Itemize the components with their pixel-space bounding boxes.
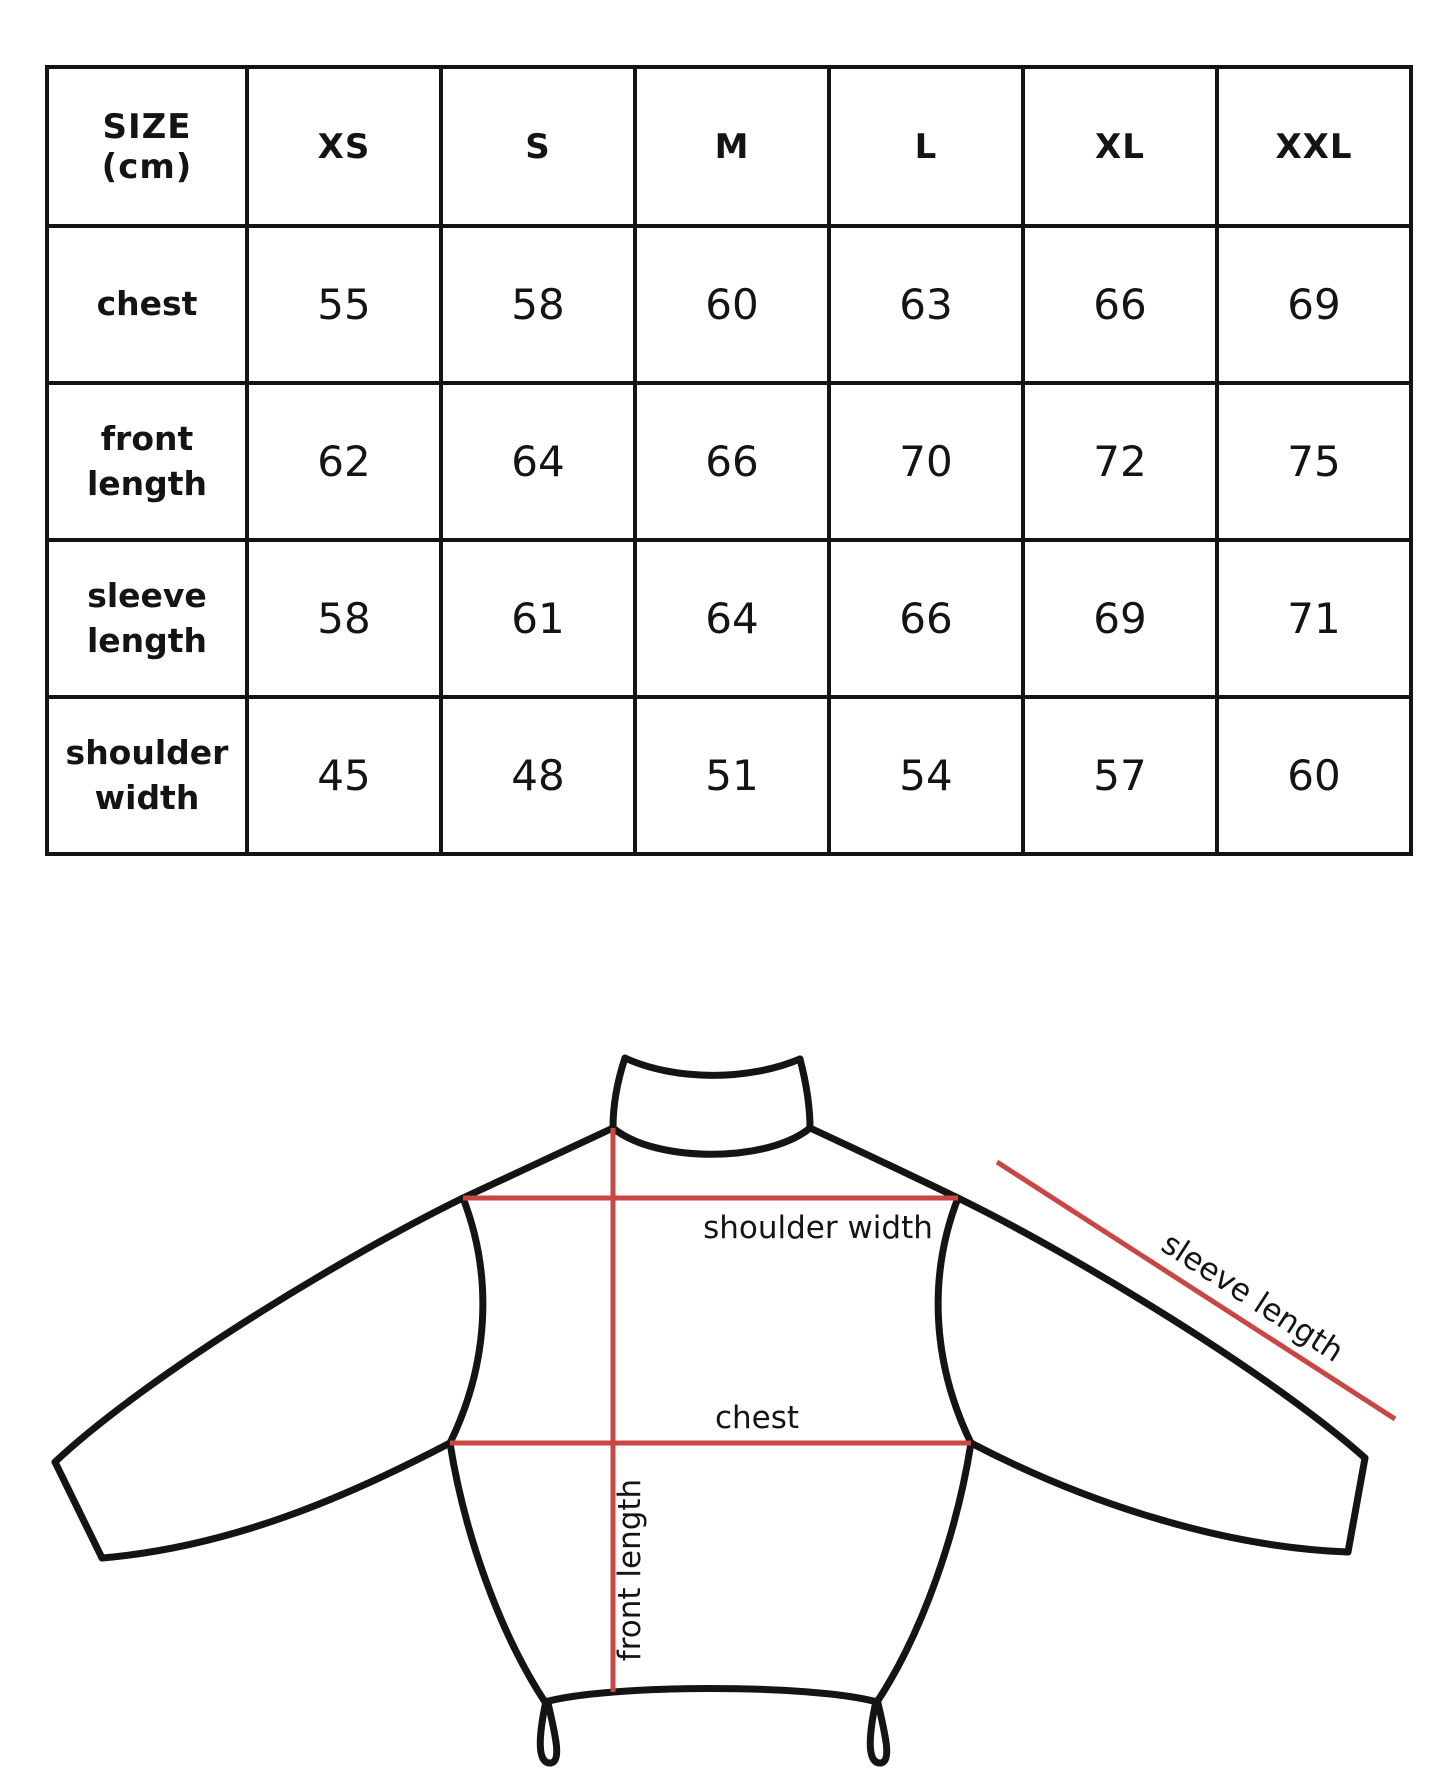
left-body-side	[450, 1443, 545, 1702]
left-shoulder-sleeve-top	[55, 1128, 613, 1462]
value-cell: 58	[247, 540, 441, 697]
value-cell: 60	[1217, 697, 1411, 854]
value-cell: 51	[635, 697, 829, 854]
value-cell: 62	[247, 383, 441, 540]
collar-top-edge	[625, 1058, 800, 1075]
right-sleeve-underedge	[971, 1443, 1348, 1552]
chest-label: chest	[714, 1400, 800, 1436]
left-drawstring-loop	[540, 1701, 556, 1763]
sleeve-length-label: sleeve length	[1155, 1225, 1350, 1370]
corner-line-2: (cm)	[101, 146, 193, 187]
left-sleeve-underedge	[102, 1443, 450, 1558]
bottom-hem	[545, 1689, 877, 1703]
size-col-header-s: S	[441, 67, 635, 226]
corner-line-1: SIZE	[102, 106, 192, 147]
size-col-header-xxl: XXL	[1217, 67, 1411, 226]
left-armhole	[450, 1198, 483, 1443]
value-cell: 60	[635, 226, 829, 383]
value-cell: 64	[635, 540, 829, 697]
right-body-side	[877, 1443, 971, 1702]
right-cuff	[1348, 1458, 1365, 1552]
value-cell: 66	[829, 540, 1023, 697]
collar-bottom-edge	[613, 1128, 810, 1154]
value-cell: 66	[635, 383, 829, 540]
value-cell: 45	[247, 697, 441, 854]
value-cell: 69	[1023, 540, 1217, 697]
right-shoulder-sleeve-top	[810, 1128, 1365, 1458]
size-col-header-xl: XL	[1023, 67, 1217, 226]
value-cell: 55	[247, 226, 441, 383]
size-col-header-l: L	[829, 67, 1023, 226]
row-label-front-length: front length	[47, 383, 247, 540]
value-cell: 71	[1217, 540, 1411, 697]
front-length-label: front length	[612, 1478, 648, 1662]
row-label-chest: chest	[47, 226, 247, 383]
row-label-shoulder-width: shoulder width	[47, 697, 247, 854]
value-cell: 58	[441, 226, 635, 383]
value-cell: 61	[441, 540, 635, 697]
value-cell: 54	[829, 697, 1023, 854]
value-cell: 63	[829, 226, 1023, 383]
collar-left-edge	[613, 1058, 625, 1128]
value-cell: 70	[829, 383, 1023, 540]
value-cell: 48	[441, 697, 635, 854]
value-cell: 64	[441, 383, 635, 540]
value-cell: 69	[1217, 226, 1411, 383]
value-cell: 66	[1023, 226, 1217, 383]
collar-right-edge	[800, 1059, 810, 1128]
shoulder-width-label: shoulder width	[703, 1210, 933, 1246]
sleeve-length-line	[997, 1162, 1395, 1419]
value-cell: 75	[1217, 383, 1411, 540]
left-cuff	[55, 1462, 102, 1558]
value-cell: 72	[1023, 383, 1217, 540]
size-col-header-m: M	[635, 67, 829, 226]
right-armhole	[938, 1198, 971, 1443]
right-drawstring-loop	[870, 1701, 886, 1763]
value-cell: 57	[1023, 697, 1217, 854]
row-label-sleeve-length: sleeve length	[47, 540, 247, 697]
size-col-header-xs: XS	[247, 67, 441, 226]
